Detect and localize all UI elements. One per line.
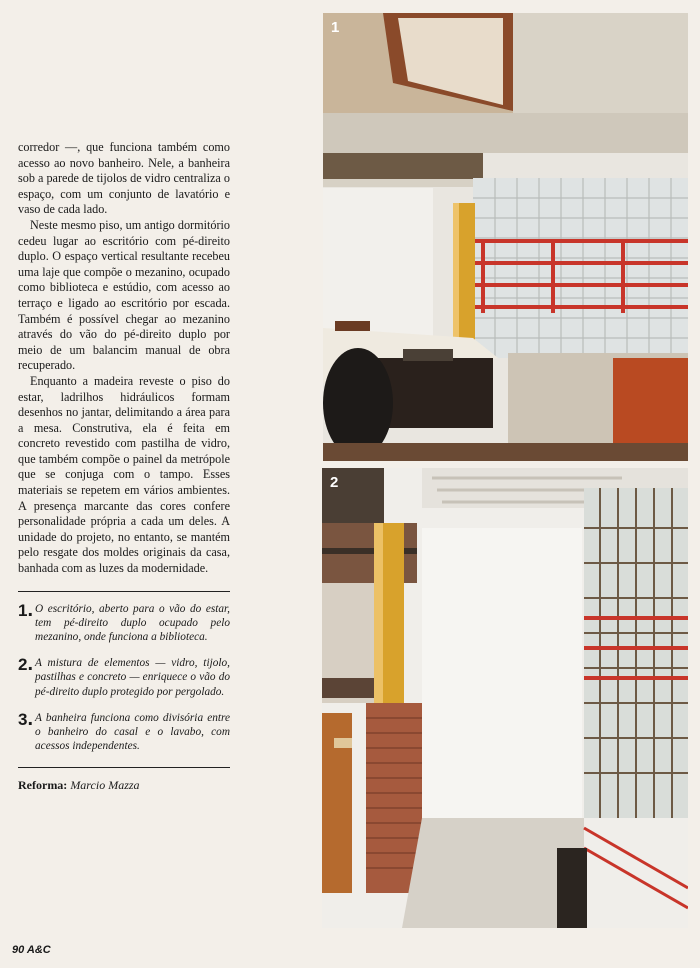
caption-text: A mistura de elementos — vidro, tijolo, pastilhas e concreto — enriquece o vão do pé-direito duplo protegido por pergolado.	[35, 657, 230, 698]
caption-1	[18, 602, 230, 645]
caption-number: 1 .	[18, 602, 33, 645]
page-folio: 90 A&C	[12, 944, 51, 956]
caption-text: A banheira funciona como divisória entre o banheiro do casal e o lavabo, com acessos independentes.	[35, 711, 230, 753]
caption-3	[18, 711, 230, 754]
divider	[18, 767, 230, 768]
photo-office-mezzanine	[323, 13, 688, 461]
article-paragraph: corredor —, que funciona também como acesso ao novo banheiro. Nele, a banheira sob a parede de tijolos de vidro centraliza o espaço, com um conjunto de lavatório e vaso de cada lado.	[18, 140, 230, 217]
credit-name: Marcio Mazza	[70, 778, 140, 793]
caption-number: 3 .	[18, 711, 33, 754]
photo-number: 2	[330, 474, 339, 491]
article-paragraph: Enquanto a madeira reveste o piso do estar, ladrilhos hidráulicos formam desenhos no jantar, delimitando a área para a mesa. Construtiva, ela é feita em concreto revestido com pastilha de vidro, que também compõe o painel da metrópole que se conjuga com o tampo. Esses materiais se repetem em vários ambientes. A presença marcante das cores confere personalidade própria a cada um deles. A unidade do projeto, no entanto, se mantém pelo resgate dos moldes originais da casa, banhada com as luzes da modernidade.	[18, 373, 230, 576]
photo-number: 1	[331, 19, 340, 36]
photo-double-height-void	[322, 468, 688, 928]
void-photo-illustration	[322, 468, 688, 928]
article-column	[18, 140, 230, 794]
credit-label: Reforma:	[18, 778, 68, 793]
article-paragraph: Neste mesmo piso, um antigo dormitório cedeu lugar ao escritório com pé-direito duplo. O espaço vertical resultante recebeu uma laje que compõe o mezanino, ocupado como biblioteca e estúdio, com acesso ao terraço e ligado ao escritório por escada. Também é possível chegar ao mezanino através do vão do pé-direito duplo por meio de um balancim manual de obra recuperado.	[18, 217, 230, 373]
divider	[18, 591, 230, 592]
caption-text: O escritório, aberto para o vão do estar, tem pé-direito duplo ocupado pelo mezanino, onde funciona a biblioteca.	[35, 602, 230, 644]
caption-number: 2 .	[18, 656, 33, 699]
office-photo-illustration	[323, 13, 688, 461]
caption-2	[18, 656, 230, 699]
credit-line	[18, 778, 230, 794]
